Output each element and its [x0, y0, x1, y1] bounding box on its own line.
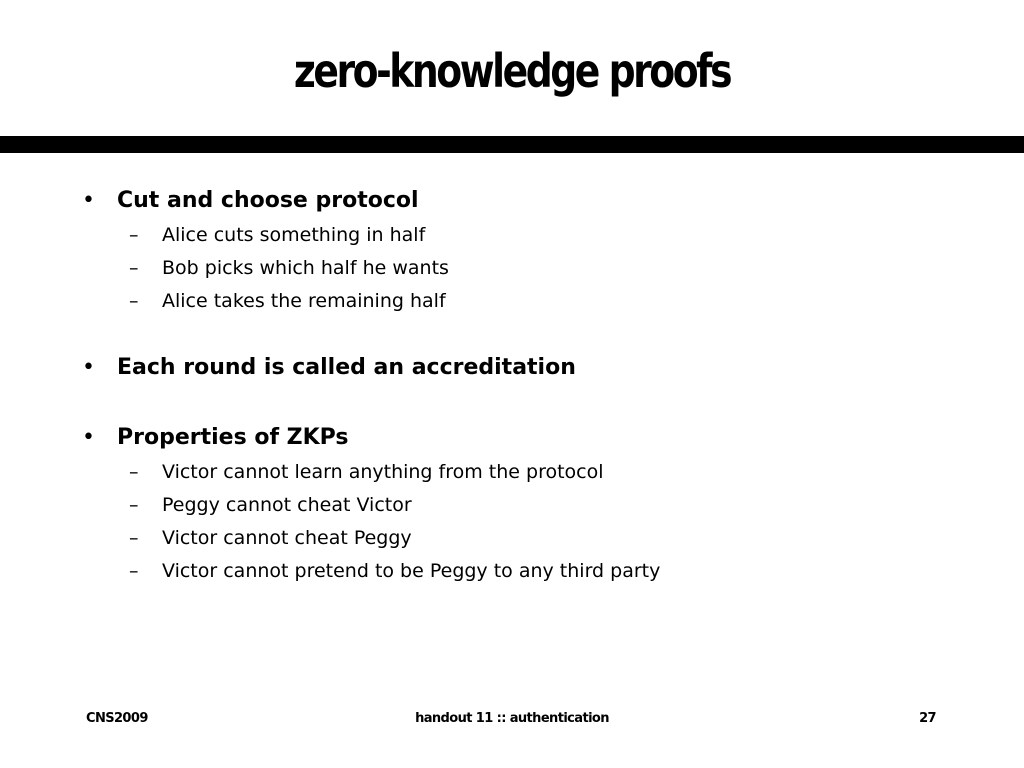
bullet-properties-of-zkps: Properties of ZKPs [117, 425, 349, 450]
sub-item: Peggy cannot cheat Victor [162, 494, 412, 516]
sub-item: Victor cannot learn anything from the protocol [162, 461, 604, 483]
bullet-marker: • [82, 188, 95, 213]
sub-marker: – [129, 560, 139, 582]
sub-item: Victor cannot cheat Peggy [162, 527, 412, 549]
sub-marker: – [129, 461, 139, 483]
sub-item: Alice cuts something in half [162, 224, 426, 246]
sub-item: Alice takes the remaining half [162, 290, 446, 312]
sub-marker: – [129, 224, 139, 246]
bullet-marker: • [82, 425, 95, 450]
footer-page-number: 27 [919, 711, 936, 726]
bullet-marker: • [82, 355, 95, 380]
sub-marker: – [129, 257, 139, 279]
bullet-accreditation: Each round is called an accreditation [117, 355, 576, 380]
sub-marker: – [129, 494, 139, 516]
footer-handout-label: handout 11 :: authentication [415, 711, 609, 726]
slide-title: zero-knowledge proofs [293, 44, 731, 98]
sub-marker: – [129, 290, 139, 312]
sub-item: Bob picks which half he wants [162, 257, 449, 279]
sub-item: Victor cannot pretend to be Peggy to any third party [162, 560, 661, 582]
footer-course-label: CNS2009 [86, 711, 148, 726]
sub-marker: – [129, 527, 139, 549]
bullet-cut-and-choose: Cut and choose protocol [117, 188, 419, 213]
